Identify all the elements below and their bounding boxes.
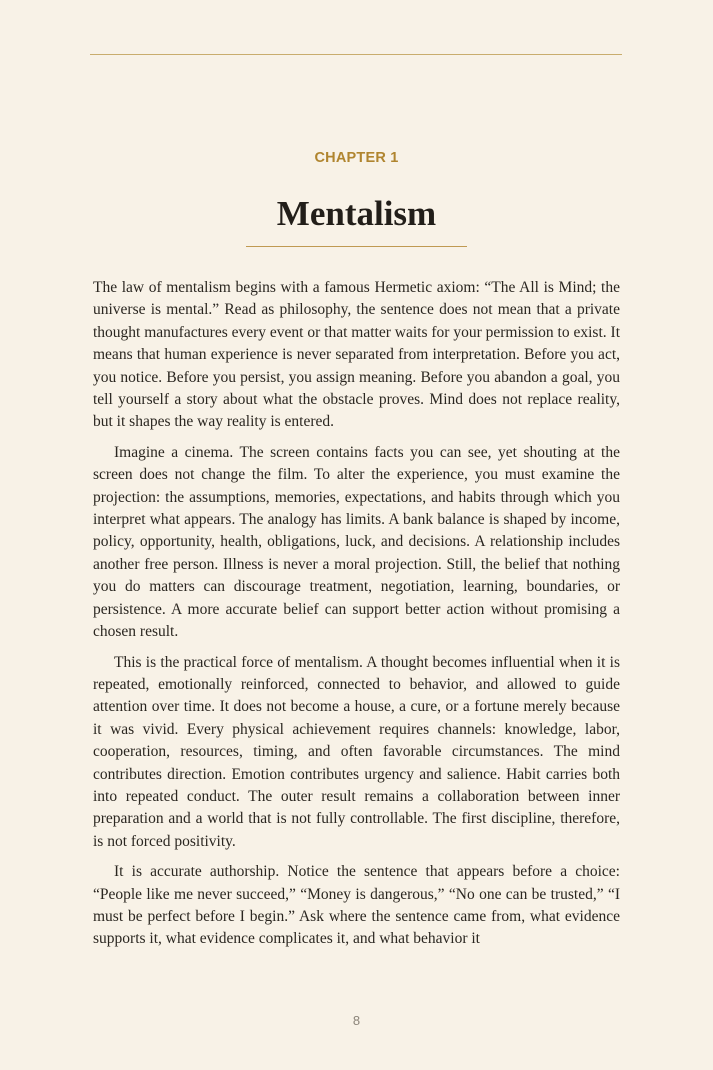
chapter-body [93, 277, 620, 977]
paragraph-2: Imagine a cinema. The screen contains facts you can see, yet shouting at the screen does not change the film. To alter the experience, you must examine the projection: the assumptions, memories, expectations, and habits through which you interpret what appears. The analogy has limits. A bank balance is shaped by income, policy, opportunity, health, obligations, luck, and decisions. A relationship includes another free person. Illness is never a moral projection. Still, the belief that nothing you do matters can discourage treatment, negotiation, learning, boundaries, or persistence. A more accurate belief can support better action without promising a chosen result. [93, 443, 620, 641]
chapter-label: CHAPTER 1 [314, 150, 399, 166]
chapter-title: Mentalism [276, 194, 437, 233]
paragraph-1: The law of mentalism begins with a famous Hermetic axiom: “The All is Mind; the universe is mental.” Read as philosophy, the sentence does not mean that a private thought manufactures every event or that matter waits for your permission to exist. It means that human experience is never separated from interpretation. Before you act, you notice. Before you persist, you assign meaning. Before you abandon a goal, you tell yourself a story about what the obstacle proves. Mind does not replace reality, but it shapes the way reality is entered. [93, 279, 620, 431]
paragraph-3: This is the practical force of mentalism. A thought becomes influential when it is repeated, emotionally reinforced, connected to behavior, and allowed to guide attention over time. It does not become a house, a cure, or a fortune merely because it was vivid. Every physical achievement requires channels: knowledge, labor, cooperation, resources, timing, and often favorable circumstances. The mind contributes direction. Emotion contributes urgency and salience. Habit carries both into repeated conduct. The outer result remains a collaboration between inner preparation and a world that is not fully controllable. The first discipline, therefore, is not forced positivity. [93, 653, 620, 850]
page-number: 8 [352, 1013, 361, 1028]
paragraph-4: It is accurate authorship. Notice the sentence that appears before a choice: “People like me never succeed,” “Money is dangerous,” “No one can be trusted,” “I must be perfect before I begin.” Ask where the sentence came from, what evidence supports it, what evidence complicates it, and what behavior it [93, 863, 620, 948]
title-underline-rule [246, 246, 467, 247]
header-rule [90, 54, 622, 55]
